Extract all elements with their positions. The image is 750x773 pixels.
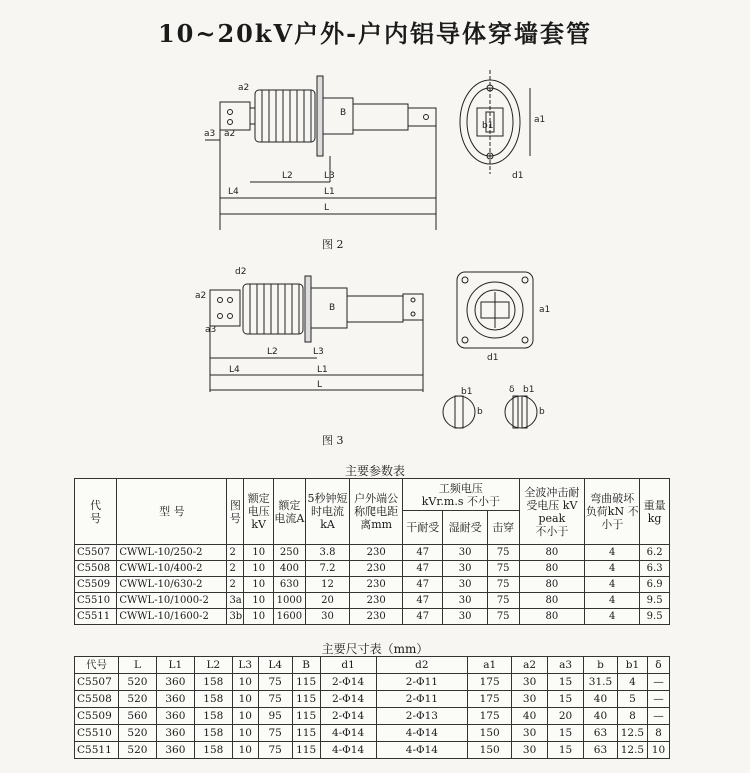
fig2-label-b1: b1: [482, 121, 494, 131]
dims-header-13: b1: [617, 657, 647, 674]
fig2-label-L1: L1: [324, 187, 335, 197]
params-cell-code: C5508: [75, 561, 117, 577]
dims-cell-14: 10: [647, 742, 669, 759]
dims-cell-2: 360: [156, 725, 194, 742]
dims-cell-8: 2-Φ11: [376, 674, 468, 691]
fig3-label-a3: a3: [205, 325, 217, 335]
params-cell-dry: 47: [403, 609, 443, 625]
dims-cell-8: 4-Φ14: [376, 742, 468, 759]
params-cell-code: C5509: [75, 577, 117, 593]
figure-3-drawing: [195, 262, 565, 432]
params-cell-fig: 3a: [227, 593, 244, 609]
figure-2-caption: 图 2: [322, 238, 344, 251]
dims-cell-12: 40: [584, 708, 618, 725]
params-cell-s: 7.2: [305, 561, 349, 577]
params-cell-brk: 75: [487, 609, 519, 625]
params-cell-model: CWWL-10/250-2: [117, 545, 227, 561]
dims-cell-14: —: [647, 708, 669, 725]
dims-header-8: d2: [376, 657, 468, 674]
dims-cell-3: 158: [194, 742, 232, 759]
dims-cell-13: 4: [617, 674, 647, 691]
dims-cell-2: 360: [156, 674, 194, 691]
dims-header-row: [75, 657, 670, 674]
dims-header-0: 代号: [75, 657, 119, 674]
fig2-label-d1: d1: [512, 171, 524, 181]
fig3-label-B: B: [329, 303, 336, 313]
dims-cell-1: 560: [118, 708, 156, 725]
dims-cell-5: 75: [258, 674, 292, 691]
params-cell-bend: 4: [585, 593, 640, 609]
dims-cell-3: 158: [194, 691, 232, 708]
params-cell-imp: 80: [519, 545, 585, 561]
params-header-impulse: 全波冲击耐受电压 kV peak 不小于: [519, 479, 585, 545]
dims-cell-11: 15: [548, 742, 584, 759]
dims-cell-0: C5507: [75, 674, 119, 691]
dims-cell-6: 115: [292, 674, 320, 691]
params-cell-bend: 4: [585, 561, 640, 577]
params-row: [75, 609, 670, 625]
params-cell-v: 10: [244, 577, 274, 593]
dims-cell-10: 30: [512, 725, 548, 742]
dims-cell-4: 10: [232, 742, 258, 759]
dims-cell-11: 20: [548, 708, 584, 725]
dims-header-1: L: [118, 657, 156, 674]
params-cell-bend: 4: [585, 609, 640, 625]
params-cell-creep: 230: [350, 609, 403, 625]
params-cell-wet: 30: [443, 561, 487, 577]
figure-3-caption: 图 3: [322, 434, 344, 447]
params-row: [75, 577, 670, 593]
dims-cell-4: 10: [232, 708, 258, 725]
params-cell-brk: 75: [487, 561, 519, 577]
params-cell-fig: 2: [227, 577, 244, 593]
dims-header-14: δ: [647, 657, 669, 674]
params-header-weight: 重量kg: [640, 479, 670, 545]
fig3-label-L: L: [317, 380, 323, 390]
params-cell-creep: 230: [350, 545, 403, 561]
dims-cell-11: 15: [548, 674, 584, 691]
dims-row: [75, 674, 670, 691]
dims-header-12: b: [584, 657, 618, 674]
params-cell-model: CWWL-10/400-2: [117, 561, 227, 577]
params-cell-dry: 47: [403, 561, 443, 577]
dims-cell-8: 4-Φ14: [376, 725, 468, 742]
params-cell-fig: 2: [227, 561, 244, 577]
params-cell-a: 1000: [274, 593, 306, 609]
params-cell-dry: 47: [403, 593, 443, 609]
fig3-label-d2: d2: [235, 267, 247, 277]
dims-row: [75, 708, 670, 725]
params-header-pf-break: 击穿: [487, 511, 519, 545]
dims-cell-13: 12.5: [617, 725, 647, 742]
params-cell-imp: 80: [519, 593, 585, 609]
page-title: 10~20kV户外-户内铝导体穿墙套管: [157, 19, 593, 48]
params-header-model: 型 号: [117, 479, 227, 545]
params-cell-model: CWWL-10/1600-2: [117, 609, 227, 625]
fig2-label-a1: a1: [534, 115, 546, 125]
fig3-label-L4: L4: [229, 365, 240, 375]
params-table: [74, 478, 670, 625]
dims-header-6: B: [292, 657, 320, 674]
dims-cell-9: 175: [468, 691, 512, 708]
dims-cell-0: C5510: [75, 725, 119, 742]
dims-cell-2: 360: [156, 742, 194, 759]
params-cell-a: 250: [274, 545, 306, 561]
params-header-pf: 工频电压 kVr.m.s 不小于: [403, 479, 519, 511]
dims-cell-4: 10: [232, 691, 258, 708]
params-cell-s: 3.8: [305, 545, 349, 561]
params-cell-v: 10: [244, 593, 274, 609]
fig2-label-a2: a2: [238, 83, 250, 93]
dims-cell-0: C5508: [75, 691, 119, 708]
params-cell-wet: 30: [443, 577, 487, 593]
params-cell-v: 10: [244, 609, 274, 625]
fig2-label-L4: L4: [228, 187, 239, 197]
dims-cell-10: 30: [512, 742, 548, 759]
dims-cell-0: C5509: [75, 708, 119, 725]
params-cell-v: 10: [244, 545, 274, 561]
dims-cell-10: 30: [512, 691, 548, 708]
params-row: [75, 545, 670, 561]
dims-cell-12: 40: [584, 691, 618, 708]
dims-cell-13: 8: [617, 708, 647, 725]
params-header-short: 5秒钟短时电流kA: [305, 479, 349, 545]
params-cell-a: 1600: [274, 609, 306, 625]
dims-cell-14: —: [647, 691, 669, 708]
dims-cell-7: 2-Φ14: [320, 674, 376, 691]
dims-cell-5: 95: [258, 708, 292, 725]
dims-header-5: L4: [258, 657, 292, 674]
dims-cell-9: 150: [468, 725, 512, 742]
params-cell-s: 12: [305, 577, 349, 593]
fig2-label-L2: L2: [282, 171, 293, 181]
dims-header-9: a1: [468, 657, 512, 674]
params-cell-v: 10: [244, 561, 274, 577]
params-cell-creep: 230: [350, 577, 403, 593]
fig2-label-L: L: [324, 203, 330, 213]
params-cell-imp: 80: [519, 609, 585, 625]
dims-cell-9: 175: [468, 708, 512, 725]
dims-cell-1: 520: [118, 691, 156, 708]
dims-cell-5: 75: [258, 742, 292, 759]
fig2-label-B: B: [340, 108, 347, 118]
dims-cell-9: 150: [468, 742, 512, 759]
dims-header-2: L1: [156, 657, 194, 674]
dims-cell-4: 10: [232, 725, 258, 742]
params-cell-fig: 2: [227, 545, 244, 561]
dims-cell-6: 115: [292, 725, 320, 742]
dims-cell-14: —: [647, 674, 669, 691]
dims-cell-7: 4-Φ14: [320, 742, 376, 759]
params-cell-a: 400: [274, 561, 306, 577]
dims-cell-1: 520: [118, 725, 156, 742]
dims-table-title: 主要尺寸表（mm）: [321, 642, 429, 656]
fig3-label-b: b: [477, 407, 483, 417]
params-cell-model: CWWL-10/1000-2: [117, 593, 227, 609]
dims-cell-8: 2-Φ11: [376, 691, 468, 708]
dims-cell-12: 63: [584, 725, 618, 742]
dims-cell-3: 158: [194, 708, 232, 725]
params-cell-wet: 30: [443, 609, 487, 625]
fig3-label-b1: b1: [461, 387, 473, 397]
params-header-bend: 弯曲破坏负荷kN 不小于: [585, 479, 640, 545]
params-cell-s: 20: [305, 593, 349, 609]
dims-cell-2: 360: [156, 691, 194, 708]
params-cell-brk: 75: [487, 545, 519, 561]
fig2-label-a2b: a2: [224, 129, 236, 139]
params-cell-s: 30: [305, 609, 349, 625]
params-cell-bend: 4: [585, 545, 640, 561]
params-header-creep: 户外端公称爬电距离mm: [350, 479, 403, 545]
dims-row: [75, 725, 670, 742]
dims-cell-4: 10: [232, 674, 258, 691]
dims-cell-7: 4-Φ14: [320, 725, 376, 742]
params-header-fig: 图号: [227, 479, 244, 545]
dims-cell-5: 75: [258, 691, 292, 708]
params-cell-brk: 75: [487, 593, 519, 609]
params-cell-fig: 3b: [227, 609, 244, 625]
dims-cell-2: 360: [156, 708, 194, 725]
dims-row: [75, 691, 670, 708]
fig3-label-L3: L3: [313, 347, 324, 357]
dims-cell-9: 175: [468, 674, 512, 691]
params-cell-code: C5511: [75, 609, 117, 625]
fig3-label-bb: b: [539, 407, 545, 417]
dims-cell-11: 15: [548, 691, 584, 708]
figure-2-drawing: [200, 60, 560, 235]
params-cell-dry: 47: [403, 577, 443, 593]
dims-cell-10: 30: [512, 674, 548, 691]
params-cell-w: 9.5: [640, 609, 670, 625]
params-table-title: 主要参数表: [344, 464, 405, 478]
dims-header-7: d1: [320, 657, 376, 674]
dims-cell-7: 2-Φ14: [320, 708, 376, 725]
fig2-label-a3: a3: [204, 129, 216, 139]
dims-header-10: a2: [512, 657, 548, 674]
params-row: [75, 593, 670, 609]
params-cell-bend: 4: [585, 577, 640, 593]
dims-cell-3: 158: [194, 725, 232, 742]
dims-cell-7: 2-Φ14: [320, 691, 376, 708]
params-cell-wet: 30: [443, 545, 487, 561]
params-cell-code: C5510: [75, 593, 117, 609]
dims-cell-8: 2-Φ13: [376, 708, 468, 725]
dims-cell-0: C5511: [75, 742, 119, 759]
params-cell-w: 6.2: [640, 545, 670, 561]
dims-cell-6: 115: [292, 708, 320, 725]
dims-cell-1: 520: [118, 742, 156, 759]
dims-row: [75, 742, 670, 759]
fig3-label-a2: a2: [195, 291, 207, 301]
params-header-voltage: 额定电压kV: [244, 479, 274, 545]
params-header-pf-wet: 湿耐受: [443, 511, 487, 545]
dims-header-4: L3: [232, 657, 258, 674]
dims-cell-12: 31.5: [584, 674, 618, 691]
fig3-label-b1b: b1: [523, 385, 535, 395]
params-cell-brk: 75: [487, 577, 519, 593]
fig3-label-a1: a1: [539, 305, 551, 315]
dims-cell-14: 8: [647, 725, 669, 742]
params-cell-model: CWWL-10/630-2: [117, 577, 227, 593]
params-cell-w: 6.3: [640, 561, 670, 577]
params-cell-creep: 230: [350, 593, 403, 609]
params-header-current: 额定电流A: [274, 479, 306, 545]
dims-cell-11: 15: [548, 725, 584, 742]
params-cell-a: 630: [274, 577, 306, 593]
params-header-code: 代 号: [75, 479, 117, 545]
dims-cell-5: 75: [258, 725, 292, 742]
params-cell-imp: 80: [519, 577, 585, 593]
fig3-label-delta: δ: [509, 385, 515, 395]
params-cell-wet: 30: [443, 593, 487, 609]
dims-cell-13: 5: [617, 691, 647, 708]
dims-cell-13: 12.5: [617, 742, 647, 759]
dims-cell-10: 40: [512, 708, 548, 725]
fig3-label-L2: L2: [267, 347, 278, 357]
fig2-label-L3: L3: [324, 171, 335, 181]
params-cell-w: 9.5: [640, 593, 670, 609]
dims-cell-6: 115: [292, 691, 320, 708]
params-cell-code: C5507: [75, 545, 117, 561]
params-cell-w: 6.9: [640, 577, 670, 593]
fig3-label-L1: L1: [317, 365, 328, 375]
params-row: [75, 561, 670, 577]
params-header-pf-dry: 干耐受: [403, 511, 443, 545]
dims-header-11: a3: [548, 657, 584, 674]
dims-cell-3: 158: [194, 674, 232, 691]
dims-header-3: L2: [194, 657, 232, 674]
params-cell-imp: 80: [519, 561, 585, 577]
params-cell-creep: 230: [350, 561, 403, 577]
params-cell-dry: 47: [403, 545, 443, 561]
dims-table: [74, 656, 670, 759]
fig3-label-d1: d1: [487, 353, 499, 363]
dims-cell-12: 63: [584, 742, 618, 759]
dims-cell-1: 520: [118, 674, 156, 691]
dims-cell-6: 115: [292, 742, 320, 759]
